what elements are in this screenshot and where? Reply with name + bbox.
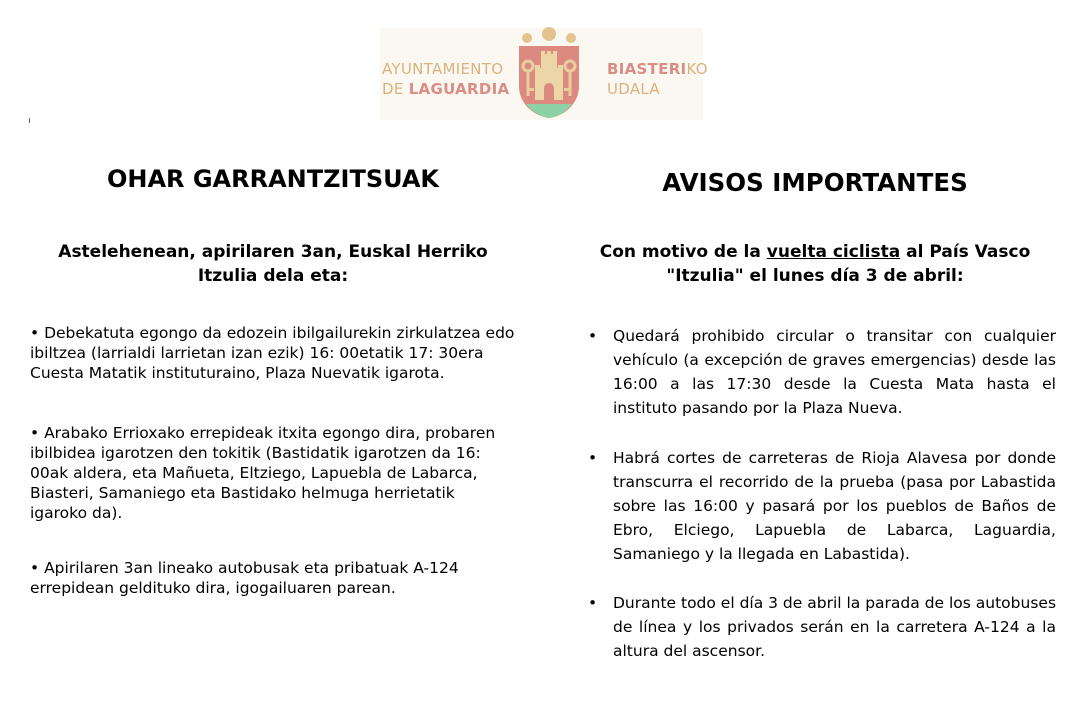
logo-line-laguardia: DE LAGUARDIA <box>382 80 510 98</box>
basque-notice-item: • Arabako Errioxako errepideak itxita egongo dira, probaren ibilbidea igarotzen den tokitik (Bastidatik igarotzen da 16: 00ak aldera, eta Mañueta, Eltziego, Lapuebla de Labarca, Biasteri, Samaniego eta Bastidako helmuga herrietatik igaroko da). <box>30 424 496 522</box>
basque-notice-item: • Debekatuta egongo da edozein ibilgailurekin zirkulatzea edo ibiltzea (larrialdi larrietan izan ezik) 16: 00etatik 17: 30era Cuesta Matatik instituturaino, Plaza Nuevatik igarota. <box>30 324 515 382</box>
spanish-notice-item: • Quedará prohibido circular o transitar con cualquier vehículo (a excepción de graves emergencias) desde las 16:00 a las 17:30 desde la Cuesta Mata hasta el instituto pasando por la Plaza Nueva. <box>613 324 1056 420</box>
municipal-header <box>380 28 708 120</box>
spanish-subtitle: Con motivo de la vuelta ciclista al País Vasco "Itzulia" el lunes día 3 de abril: <box>599 242 1031 286</box>
spanish-notice-item: • Habrá cortes de carreteras de Rioja Alavesa por donde transcurra el recorrido de la prueba (pasa por Labastida sobre las 16:00 y pasará por los pueblos de Baños de Ebro, Elciego, Lapuebla de Labarca, Laguardia, Samaniego y la llegada en Labastida). <box>613 446 1056 566</box>
stray-mark <box>29 118 30 123</box>
logo-text-spanish <box>382 59 509 99</box>
logo-line-ayuntamiento: AYUNTAMIENTO <box>382 60 504 78</box>
basque-notice-item: • Apirilaren 3an lineako autobusak eta pribatuak A-124 errepidean geldituko dira, igogailuaren parean. <box>30 559 459 597</box>
bullet: • <box>588 449 598 467</box>
basque-title: OHAR GARRANTZITSUAK <box>106 165 440 193</box>
logo-text-basque <box>607 59 708 99</box>
logo-line-udala: UDALA <box>607 80 660 98</box>
coat-of-arms-icon <box>514 24 584 120</box>
logo-line-biasteriko: BIASTERIKO <box>607 60 708 78</box>
vuelta-ciclista-underlined: vuelta ciclista <box>766 242 901 262</box>
basque-subtitle: Astelehenean, apirilaren 3an, Euskal Herriko Itzulia dela eta: <box>58 242 488 286</box>
bullet: • <box>588 594 598 612</box>
spanish-notice-item: • Durante todo el día 3 de abril la parada de los autobuses de línea y los privados serán en la carretera A-124 a la altura del ascensor. <box>613 591 1056 663</box>
bullet: • <box>588 327 598 345</box>
spanish-title: AVISOS IMPORTANTES <box>662 168 968 197</box>
